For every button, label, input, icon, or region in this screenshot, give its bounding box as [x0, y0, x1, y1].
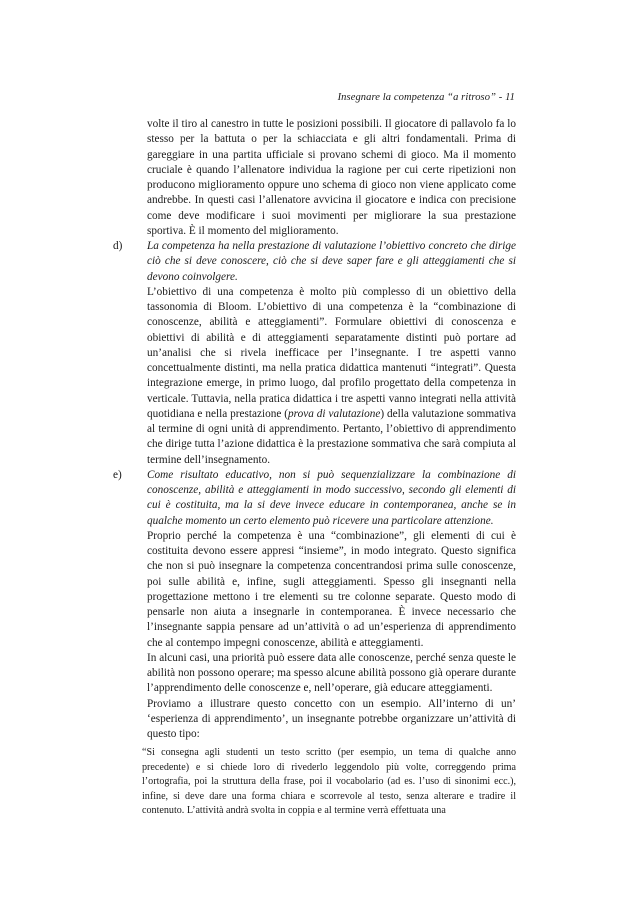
list-item-e-heading: [113, 468, 516, 529]
item-d-text-after: ) della valutazione sommativa al termine di ogni unità di apprendimento. Pertanto, l’obiettivo di apprendimento che dirige tutta l’azione didattica è la prestazione sommativa che sarà compiuta al termine dell’insegnamento.: [147, 407, 516, 466]
example-quote: “Si consegna agli studenti un testo scritto (per esempio, un tema di qualche anno precedente) e si chiede loro di rivederlo leggendolo più volte, correggendo prima l’ortografia, poi la struttura della frase, poi il vocabolario (ad es. l’uso di sinonimi ecc.), infine, si deve dare una forma chiara e scorrevole al testo, senza alterare e tradire il contenuto. L’attività andrà svolta in coppia e al termine verrà effettuata una: [142, 747, 516, 817]
item-e-paragraph-3: Proviamo a illustrare questo concetto con un esempio. All’interno di un’ ‘esperienza di apprendimento’, un insegnante potrebbe organizzare un’attività di questo tipo:: [147, 697, 516, 740]
running-header: Insegnare la competenza “a ritroso” - 11: [337, 92, 515, 103]
item-d-text-before: L’obiettivo di una competenza è molto più complesso di un obiettivo della tassonomia di Bloom. L’obiettivo di una competenza è la “combinazione di conoscenze, abilità e atteggiamenti”. Formulare obiettivi di conoscenza e obiettivi di abilità e di atteggiamenti separatamente distinti può portare ad un’analisi che si rivela inefficace per l’insegnante. I tre aspetti vanno concettualmente distinti, ma nella pratica didattica mantenuti “integrati”. Questa integrazione emerge, in primo luogo, dal profilo progettato della competenza in verticale. Tuttavia, nella pratica didattica i tre aspetti vanno integrati nella attività quotidiana e nella prestazione (: [147, 285, 516, 420]
item-e-heading-text: Come risultato educativo, non si può sequenzializzare la combinazione di conoscenze, abilità e atteggiamenti in modo successivo, secondo gli elementi di cui è costituita, ma la si deve invece educare in contemporanea, anche se in qualche momento un certo elemento può ricevere una particolare attenzione.: [147, 468, 516, 527]
item-e-paragraph-2: In alcuni casi, una priorità può essere data alle conoscenze, perché senza queste le abilità non possono operare; ma spesso alcune abilità possono già operare durante l’apprendimento delle conoscenze e, nell’operare, già educare atteggiamenti.: [147, 651, 516, 695]
item-d-text-italic: prova di valutazione: [288, 407, 381, 420]
item-e-paragraph-1: Proprio perché la competenza è una “combinazione”, gli elementi di cui è costituita devono essere appresi “insieme”, in modo integrato. Questo significa che non si può insegnare la competenza concentrandosi prima sulle conoscenze, poi sulle abilità e, infine, sugli atteggiamenti. Spesso gli insegnanti nella progettazione mettono i tre elementi su tre colonne separate. Questo modo di pensarle non aiuta a insegnarle in contemporanea. È invece necessario che l’insegnante sappia pensare ad un’attività o ad un’esperienza di apprendimento che al contempo impegni conoscenze, abilità e atteggiamenti.: [147, 529, 516, 649]
continued-paragraph: volte il tiro al canestro in tutte le posizioni possibili. Il giocatore di pallavolo fa lo stesso per la battuta o per la schiacciata e gli altri fondamentali. Prima di gareggiare in una partita ufficiale si provano schemi di gioco. Ma il momento cruciale è quando l’allenatore individua la ragione per cui certe ripetizioni non producono miglioramento oppure uno schema di gioco non viene applicato come andrebbe. In questi casi l’allenatore avvicina il giocatore e indica con precisione come deve modificare i suoi movimenti per migliorare la sua prestazione sportiva. È il momento del miglioramento.: [147, 118, 516, 237]
item-d-heading-text: La competenza ha nella prestazione di valutazione l’obiettivo concreto che dirige ciò che si deve conoscere, ciò che si deve saper fare e gli atteggiamenti che si devono coinvolgere.: [147, 240, 516, 283]
list-item-d-body: [113, 285, 516, 468]
list-item-d-heading: [113, 239, 516, 285]
page-body: [113, 117, 516, 829]
list-label-d: d): [113, 240, 123, 252]
list-label-e: e): [113, 468, 122, 481]
